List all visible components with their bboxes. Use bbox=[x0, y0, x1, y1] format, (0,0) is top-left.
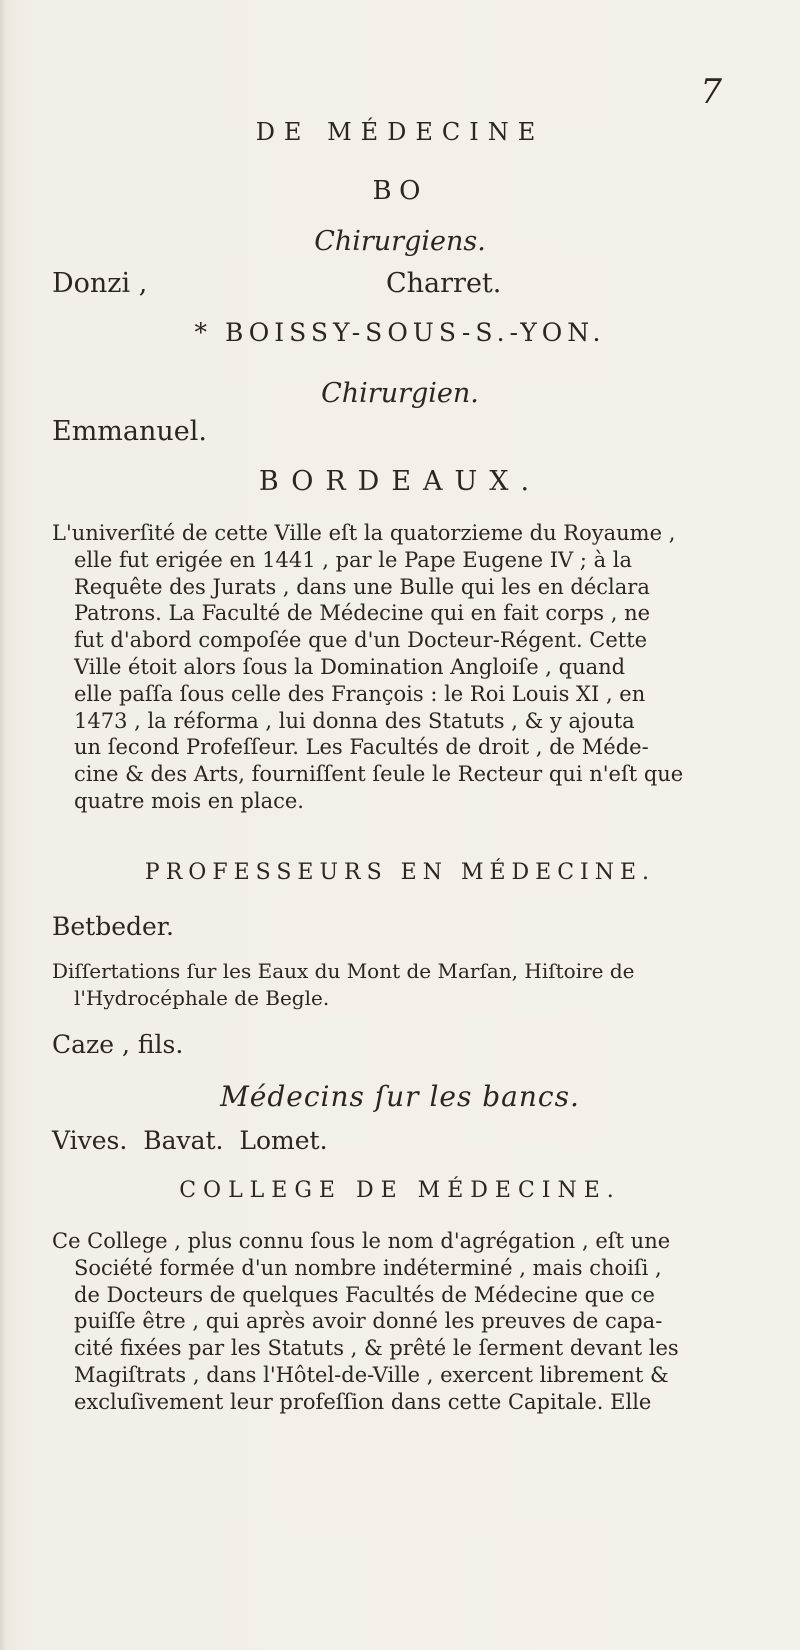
city-heading-bo: BO bbox=[372, 176, 428, 206]
medecins-names: Vives. Bavat. Lomet. bbox=[52, 1126, 328, 1155]
betbeder-works bbox=[52, 958, 708, 1012]
section-heading-medecins-bancs: Médecins ſur les bancs. bbox=[220, 1080, 580, 1113]
paragraph-line: Ce College , plus connu ſous le nom d'agrégation , eſt une bbox=[52, 1229, 671, 1253]
name-emmanuel: Emmanuel. bbox=[52, 416, 207, 447]
paragraph-line: L'univerſité de cette Ville eſt la quatorzieme du Royaume , bbox=[52, 521, 676, 545]
paragraph-line: Société formée d'un nombre indéterminé , mais choiſi , bbox=[74, 1255, 662, 1280]
city-heading-boissy: * BOISSY-SOUS-S.-YON. bbox=[194, 318, 606, 347]
paragraph-line: Requête des Jurats , dans une Bulle qui les en déclara bbox=[74, 574, 650, 599]
paragraph-line: excluſivement leur profeſſion dans cette Capitale. Elle bbox=[74, 1389, 652, 1414]
paragraph-line: un ſecond Profeſſeur. Les Facultés de droit , de Méde- bbox=[74, 735, 649, 760]
paragraph-line: fut d'abord compoſée que d'un Docteur-Régent. Cette bbox=[74, 628, 648, 653]
bordeaux-paragraph bbox=[52, 520, 708, 815]
page-number: 7 bbox=[700, 72, 722, 112]
paragraph-line: cité fixées par les Statuts , & prêté le ſerment devant les bbox=[74, 1336, 679, 1361]
name-caze: Caze , fils. bbox=[52, 1030, 184, 1059]
section-heading-chirurgiens: Chirurgiens. bbox=[314, 226, 486, 257]
name-donzi: Donzi , bbox=[52, 268, 148, 299]
paragraph-line: Patrons. La Faculté de Médecine qui en fait corps , ne bbox=[74, 601, 651, 626]
paragraph-line: elle paſſa ſous celle des François : le Roi Louis XI , en bbox=[74, 681, 646, 706]
college-paragraph bbox=[52, 1228, 708, 1416]
section-heading-college: COLLEGE DE MÉDECINE. bbox=[179, 1178, 621, 1203]
works-line: Diſſertations ſur les Eaux du Mont de Marſan, Hiſtoire de bbox=[52, 959, 635, 983]
works-line: l'Hydrocéphale de Begle. bbox=[74, 985, 330, 1010]
paragraph-line: Ville étoit alors ſous la Domination Angloiſe , quand bbox=[74, 654, 626, 679]
name-charret: Charret. bbox=[386, 268, 502, 299]
paragraph-line: quatre mois en place. bbox=[74, 788, 304, 813]
section-heading-chirurgien: Chirurgien. bbox=[321, 378, 479, 409]
paragraph-line: elle fut erigée en 1441 , par le Pape Eugene IV ; à la bbox=[74, 547, 633, 572]
section-heading-professeurs: PROFESSEURS EN MÉDECINE. bbox=[144, 860, 656, 885]
city-heading-bordeaux: BORDEAUX. bbox=[258, 466, 542, 497]
paragraph-line: 1473 , la réforma , lui donna des Statuts , & y ajouta bbox=[74, 708, 635, 733]
running-head: DE MÉDECINE bbox=[255, 118, 545, 146]
paragraph-line: puiſſe être , qui après avoir donné les preuves de capa- bbox=[74, 1309, 663, 1334]
paragraph-line: cine & des Arts, fourniſſent ſeule le Recteur qui n'eſt que bbox=[74, 762, 684, 787]
paragraph-line: de Docteurs de quelques Facultés de Médecine que ce bbox=[74, 1282, 655, 1307]
paragraph-line: Magiſtrats , dans l'Hôtel-de-Ville , exercent librement & bbox=[74, 1362, 669, 1387]
name-betbeder: Betbeder. bbox=[52, 912, 174, 941]
